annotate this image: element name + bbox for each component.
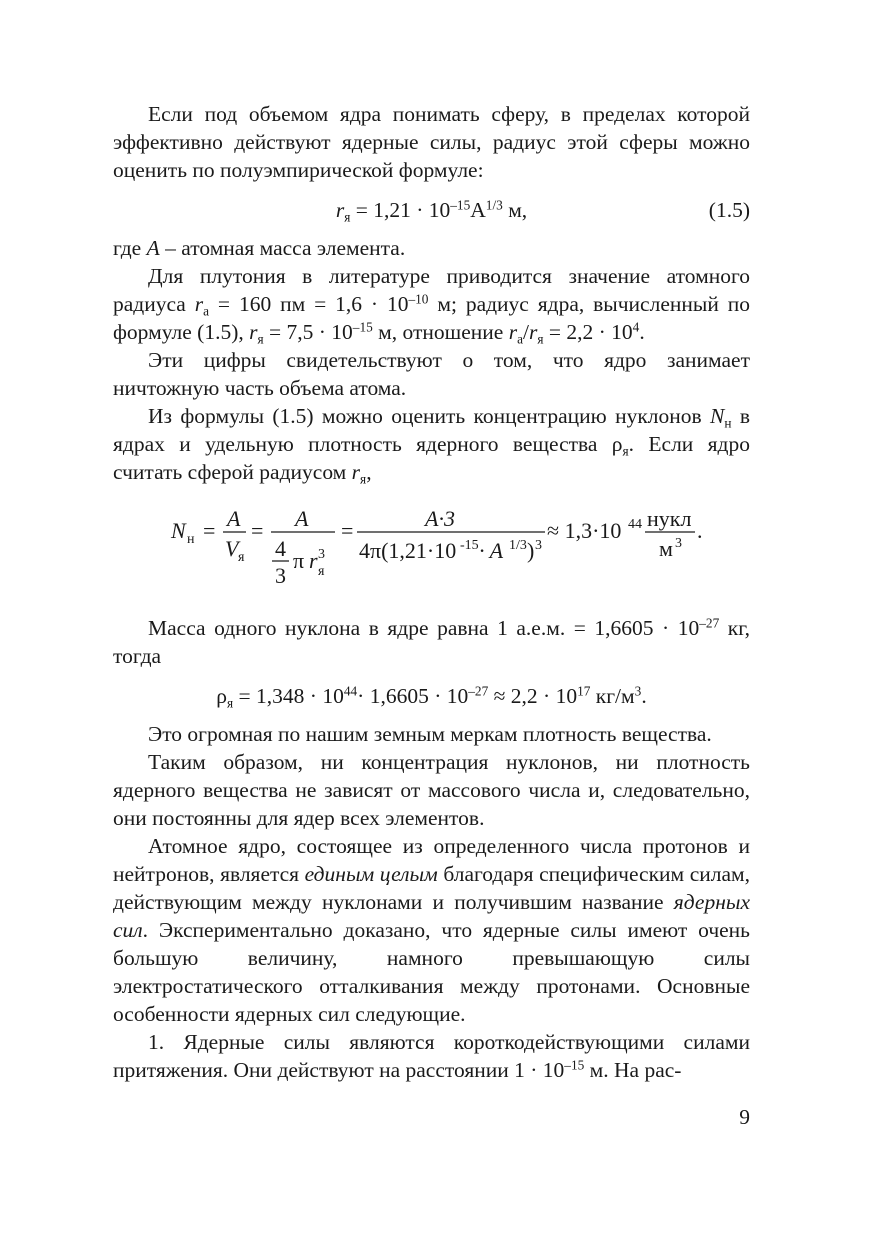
f-frac2-r-sub: я bbox=[318, 564, 325, 579]
p3-r4: r bbox=[528, 320, 538, 344]
density-equation bbox=[113, 670, 750, 720]
f-eq2: = bbox=[251, 518, 264, 543]
paragraph-nucleon-mass bbox=[113, 614, 750, 670]
equation-number: (1.5) bbox=[708, 198, 750, 222]
f-frac1-den: V bbox=[225, 536, 239, 561]
f-approx: ≈ 1,3·10 bbox=[547, 518, 622, 543]
eq2-exp3: 17 bbox=[577, 683, 591, 699]
f-frac3-den-exp2: 1/3 bbox=[509, 538, 527, 553]
p10-a: 1. Ядерные силы являются короткодействующими силами притяжения. Они действуют на расстоянии 1 · 10 bbox=[113, 1030, 750, 1082]
p3-c: м; радиус ядра, вычисленный по формуле (1.5), bbox=[113, 292, 750, 344]
p9-c: . Экспериментально доказано, что ядерные силы имеют очень большую величину, намного превышающую силы электростатического отталкивания между протонами. Основные особенности ядерных сил следующие. bbox=[113, 918, 750, 1026]
p3-a: Для плутония в литературе приводится значение атомного радиуса bbox=[113, 264, 750, 316]
eq2-d: ≈ 2,2 · 10 bbox=[488, 684, 578, 708]
p5-b: в ядрах и удельную плотность ядерного вещества ρ bbox=[113, 404, 750, 456]
f-N: N bbox=[171, 518, 186, 543]
p3-exp2: –15 bbox=[352, 319, 373, 335]
eq1-exp: –15 bbox=[450, 197, 471, 213]
paragraph-huge-density: Это огромная по нашим земным меркам плотность вещества. bbox=[148, 722, 712, 746]
formula-svg bbox=[113, 492, 750, 604]
eq2-a-sub: я bbox=[227, 695, 234, 711]
f-frac3-den-exp3: 3 bbox=[535, 538, 542, 553]
p9-em2: ядерных сил bbox=[113, 890, 750, 942]
density-equation-body bbox=[113, 682, 750, 710]
eq1-rhs-b: A bbox=[470, 198, 486, 222]
f-end: . bbox=[697, 518, 703, 543]
p3-b: = 160 пм = 1,6 · 10 bbox=[209, 292, 409, 316]
p9-em1: единым целым bbox=[304, 862, 438, 886]
f-unit-den: м bbox=[659, 536, 673, 561]
p6-a: Масса одного нуклона в ядре равна 1 а.е.м. = 1,6605 · 10 bbox=[148, 616, 700, 640]
p3-slash: / bbox=[522, 320, 529, 344]
f-approx-exp: 44 bbox=[628, 517, 642, 532]
p5-n: N bbox=[710, 404, 725, 428]
p2-var: A bbox=[146, 236, 160, 260]
eq2-e: кг/м bbox=[590, 684, 635, 708]
paragraph-plutonium bbox=[113, 262, 750, 346]
p3-r3: r bbox=[508, 320, 518, 344]
nucleon-concentration-formula bbox=[113, 492, 750, 604]
p3-r2: r bbox=[249, 320, 258, 344]
f-frac3-den-a: 4π(1,21·10 bbox=[359, 538, 457, 563]
eq2-exp1: 44 bbox=[343, 683, 358, 699]
eq1-rhs-c: м, bbox=[502, 198, 528, 222]
p3-r-sub: а bbox=[203, 303, 210, 319]
p3-r2-sub: я bbox=[257, 331, 264, 347]
f-frac3-num: A·3 bbox=[425, 506, 455, 531]
f-unit-num: нукл bbox=[647, 506, 692, 531]
eq1-rhs-a: = 1,21 · 10 bbox=[350, 198, 451, 222]
f-frac2-r: r bbox=[309, 548, 318, 573]
p5-c: . Если ядро считать сферой радиусом bbox=[113, 432, 750, 484]
eq2-exp2: –27 bbox=[468, 683, 489, 699]
p3-exp3: 4 bbox=[632, 319, 640, 335]
p3-r3-sub: а bbox=[517, 331, 523, 347]
p5-d: , bbox=[366, 460, 372, 484]
p9-b: благодаря специфическим силам, действующим между нуклонами и получившим название bbox=[113, 862, 750, 914]
p5-rho-sub: я bbox=[622, 443, 629, 459]
eq2-b: = 1,348 · 10 bbox=[233, 684, 344, 708]
f-frac2-r-sup: 3 bbox=[318, 547, 325, 562]
f-frac3-den-exp: -15 bbox=[460, 538, 479, 553]
f-frac2-coef-num: 4 bbox=[275, 536, 286, 561]
p2-b: – атомная масса элемента. bbox=[159, 236, 406, 260]
p2-a: где bbox=[113, 236, 147, 260]
p5-r-sub: я bbox=[360, 471, 367, 487]
f-eq1: = bbox=[203, 518, 216, 543]
f-eq3: = bbox=[341, 518, 354, 543]
f-frac1-den-sub: я bbox=[238, 550, 245, 565]
eq1-exp2: 1/3 bbox=[485, 197, 503, 213]
p9-a: Атомное ядро, состоящее из определенного числа протонов и нейтронов, является bbox=[113, 834, 750, 886]
eq2-f: . bbox=[641, 684, 647, 708]
f-frac2-num: A bbox=[295, 506, 309, 531]
eq2-c: · 1,6605 · 10 bbox=[357, 684, 469, 708]
p5-n-sub: н bbox=[724, 415, 732, 431]
eq2-a: ρ bbox=[216, 684, 228, 708]
f-frac2-pi: π bbox=[293, 548, 305, 573]
p3-f: = 2,2 · 10 bbox=[543, 320, 633, 344]
paragraph-concentration bbox=[113, 402, 750, 486]
paragraph-sphere-radius: Если под объемом ядра понимать сферу, в пределах которой эффективно действуют ядерные силы, радиус этой сферы можно оценить по полуэмпирической формуле: bbox=[113, 102, 750, 182]
eq2-exp4: 3 bbox=[634, 683, 642, 699]
page-body bbox=[113, 100, 750, 1084]
paragraph-tiny-part: Эти цифры свидетельствуют о том, что ядро занимает ничтожную часть объема атома. bbox=[113, 348, 750, 400]
paragraph-short-range bbox=[113, 1028, 750, 1084]
p10-exp: –15 bbox=[564, 1057, 585, 1073]
p3-exp1: –10 bbox=[408, 291, 429, 307]
f-N-sub: н bbox=[187, 532, 195, 547]
equation-1-5-body bbox=[113, 196, 750, 224]
f-frac1-num: A bbox=[227, 506, 241, 531]
paragraph-conclusion: Таким образом, ни концентрация нуклонов, ни плотность ядерного вещества не зависят от массового числа и, следовательно, они постоянны для ядер всех элементов. bbox=[113, 750, 750, 830]
p3-d: = 7,5 · 10 bbox=[263, 320, 353, 344]
p3-r4-sub: я bbox=[537, 331, 544, 347]
p3-r: r bbox=[194, 292, 204, 316]
page-number: 9 bbox=[739, 1105, 750, 1129]
p5-r: r bbox=[351, 460, 361, 484]
f-frac3-den-b: · A bbox=[479, 538, 504, 563]
f-frac2-coef-den: 3 bbox=[275, 563, 286, 588]
p3-e: м, отношение bbox=[372, 320, 509, 344]
eq1-lhs: r bbox=[335, 198, 345, 222]
f-unit-den-exp: 3 bbox=[675, 536, 682, 551]
eq1-lhs-sub: я bbox=[344, 209, 351, 225]
f-frac3-den-c: ) bbox=[527, 538, 535, 563]
paragraph-nuclear-forces bbox=[113, 832, 750, 1028]
p3-g: . bbox=[639, 320, 645, 344]
equation-1-5 bbox=[113, 184, 750, 234]
p10-b: м. На рас- bbox=[584, 1058, 682, 1082]
p6-b: кг, тогда bbox=[113, 616, 750, 668]
p5-a: Из формулы (1.5) можно оценить концентрацию нуклонов bbox=[148, 404, 711, 428]
p6-exp: –27 bbox=[699, 615, 720, 631]
paragraph-atomic-mass bbox=[113, 234, 750, 262]
